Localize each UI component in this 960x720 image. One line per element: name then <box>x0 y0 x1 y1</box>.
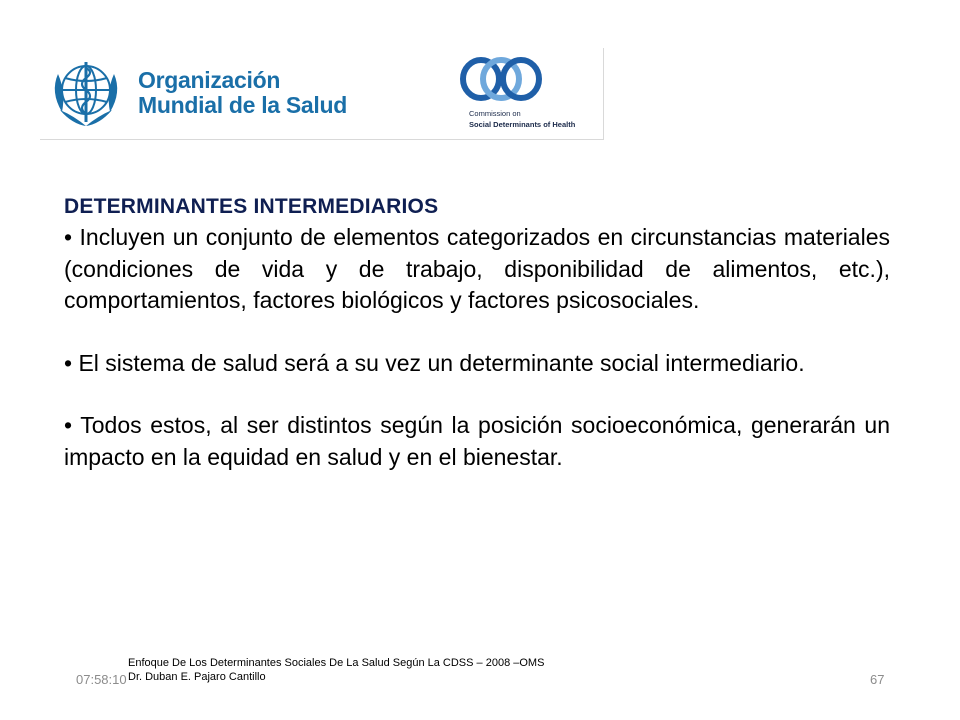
bullet-2: • El sistema de salud será a su vez un determinante social intermediario. <box>64 349 805 376</box>
csdh-name-line2: Social Determinants of Health <box>469 120 576 129</box>
csdh-rings-icon <box>455 56 547 102</box>
csdh-name-line1: Commission on <box>469 109 521 118</box>
who-name-line2: Mundial de la Salud <box>138 92 347 118</box>
footer-time: 07:58:10 <box>76 672 127 687</box>
footer-source-line1: Enfoque De Los Determinantes Sociales De La Salud Según La CDSS – 2008 –OMS <box>128 657 545 669</box>
slide-content <box>64 192 890 473</box>
bullet-1: • Incluyen un conjunto de elementos categorizados en circunstancias materiales (condiciones de vida y de trabajo, disponibilidad de alimentos, etc.), comportamientos, factores biológicos y factores psicosociales. <box>64 224 890 313</box>
who-emblem-icon <box>46 54 126 134</box>
page-number: 67 <box>870 672 885 687</box>
bullet-3: • Todos estos, al ser distintos según la posición socioeconómica, generarán un impacto en la equidad en salud y en el bienestar. <box>64 412 890 470</box>
who-name-line1: Organización <box>138 67 281 93</box>
who-name <box>138 68 347 118</box>
slide-heading: DETERMINANTES INTERMEDIARIOS <box>64 195 439 218</box>
csdh-name <box>469 108 575 130</box>
footer-source <box>128 656 544 684</box>
logo-banner <box>40 48 604 140</box>
footer-source-line2: Dr. Duban E. Pajaro Cantillo <box>128 671 266 683</box>
